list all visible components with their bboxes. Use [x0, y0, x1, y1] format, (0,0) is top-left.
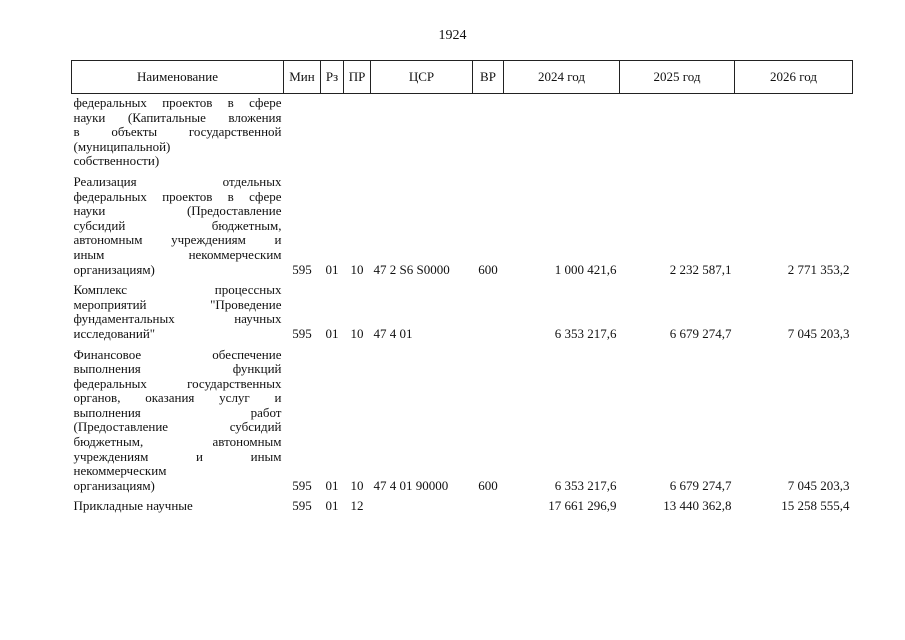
header-csr: ЦСР: [371, 61, 473, 94]
cell-rz: 01: [325, 477, 339, 493]
cell-csr: [371, 94, 473, 175]
table-row: [72, 94, 853, 175]
cell-vr: [473, 499, 504, 520]
cell-name: [72, 348, 284, 500]
name-line: (Предоставление субсидий: [73, 419, 282, 435]
cell-rz: 01: [325, 498, 339, 514]
header-rz: Рз: [321, 61, 344, 94]
cell-2025: 6 679 274,7: [669, 325, 732, 341]
header-2025: 2025 год: [620, 61, 735, 94]
header-pr: ПР: [344, 61, 371, 94]
cell-pr: [344, 94, 371, 175]
cell-min: [284, 94, 321, 175]
cell-2026: 7 045 203,3: [787, 477, 850, 493]
cell-pr: 10: [350, 325, 364, 341]
cell-2026: 15 258 555,4: [781, 498, 850, 514]
name-line: исследований": [73, 325, 156, 341]
cell-2026: [735, 94, 853, 175]
name-line: выполнения работ: [73, 404, 282, 420]
cell-2025: 13 440 362,8: [663, 498, 732, 514]
cell-2026: 2 771 353,2: [787, 261, 850, 277]
cell-csr: [371, 499, 473, 520]
table-row: [72, 499, 853, 520]
name-line: Комплекс процессных: [73, 282, 282, 298]
cell-min: 595: [292, 261, 312, 277]
header-2024: 2024 год: [504, 61, 620, 94]
header-vr: ВР: [473, 61, 504, 94]
table-body: [72, 94, 853, 521]
name-line: некоммерческим: [73, 463, 167, 479]
cell-name: [72, 94, 284, 175]
cell-name: [72, 283, 284, 347]
table-header-row: [72, 61, 853, 94]
table-row: [72, 348, 853, 500]
name-line: собственности): [73, 153, 160, 169]
cell-2025: 6 679 274,7: [669, 477, 732, 493]
cell-rz: 01: [325, 261, 339, 277]
name-line: автономным учреждениям и: [73, 232, 282, 248]
name-line: органов, оказания услуг и: [73, 390, 282, 406]
cell-pr: 12: [350, 498, 364, 514]
name-line: иным некоммерческим: [73, 246, 282, 262]
name-line: в объекты государственной: [73, 124, 282, 140]
cell-min: 595: [292, 498, 312, 514]
name-line: науки (Капитальные вложения: [73, 109, 282, 125]
cell-vr: [473, 283, 504, 347]
name-line: учреждениям и иным: [73, 448, 282, 464]
name-line: бюджетным, автономным: [73, 434, 282, 450]
cell-vr: 600: [478, 477, 498, 493]
name-line: мероприятий "Проведение: [73, 296, 282, 312]
cell-name: [72, 175, 284, 283]
cell-2024: 17 661 296,9: [548, 498, 617, 514]
name-line: науки (Предоставление: [73, 203, 282, 219]
cell-rz: [321, 94, 344, 175]
cell-csr: 47 2 S6 S0000: [373, 261, 450, 277]
name-line: Реализация отдельных: [73, 173, 282, 189]
cell-csr: 47 4 01 90000: [373, 477, 449, 493]
header-min: Мин: [284, 61, 321, 94]
cell-pr: 10: [350, 477, 364, 493]
name-line: федеральных проектов в сфере: [73, 95, 282, 110]
cell-2025: 2 232 587,1: [669, 261, 732, 277]
cell-2024: 6 353 217,6: [554, 477, 617, 493]
name-line: выполнения функций: [73, 361, 282, 377]
cell-2024: 1 000 421,6: [554, 261, 617, 277]
name-line: фундаментальных научных: [73, 311, 282, 327]
cell-vr: [473, 94, 504, 175]
cell-min: 595: [292, 477, 312, 493]
budget-table: [71, 60, 853, 520]
cell-csr: 47 4 01: [373, 325, 413, 341]
cell-2024: 6 353 217,6: [554, 325, 617, 341]
table-row: [72, 175, 853, 283]
name-line: Прикладные научные: [73, 498, 193, 514]
cell-min: 595: [292, 325, 312, 341]
name-line: (муниципальной): [73, 138, 171, 154]
name-line: организациям): [73, 477, 155, 493]
name-line: федеральных государственных: [73, 375, 282, 391]
name-line: федеральных проектов в сфере: [73, 188, 282, 204]
name-line: организациям): [73, 261, 155, 277]
header-2026: 2026 год: [735, 61, 853, 94]
name-line: субсидий бюджетным,: [73, 217, 282, 233]
name-line: Финансовое обеспечение: [73, 346, 282, 362]
header-name: Наименование: [72, 61, 284, 94]
cell-vr: 600: [478, 261, 498, 277]
cell-2024: [504, 94, 620, 175]
table-row: [72, 283, 853, 347]
cell-2025: [620, 94, 735, 175]
cell-name: [72, 499, 284, 520]
cell-rz: 01: [325, 325, 339, 341]
cell-2026: 7 045 203,3: [787, 325, 850, 341]
page-number: 1924: [438, 28, 467, 43]
cell-pr: 10: [350, 261, 364, 277]
